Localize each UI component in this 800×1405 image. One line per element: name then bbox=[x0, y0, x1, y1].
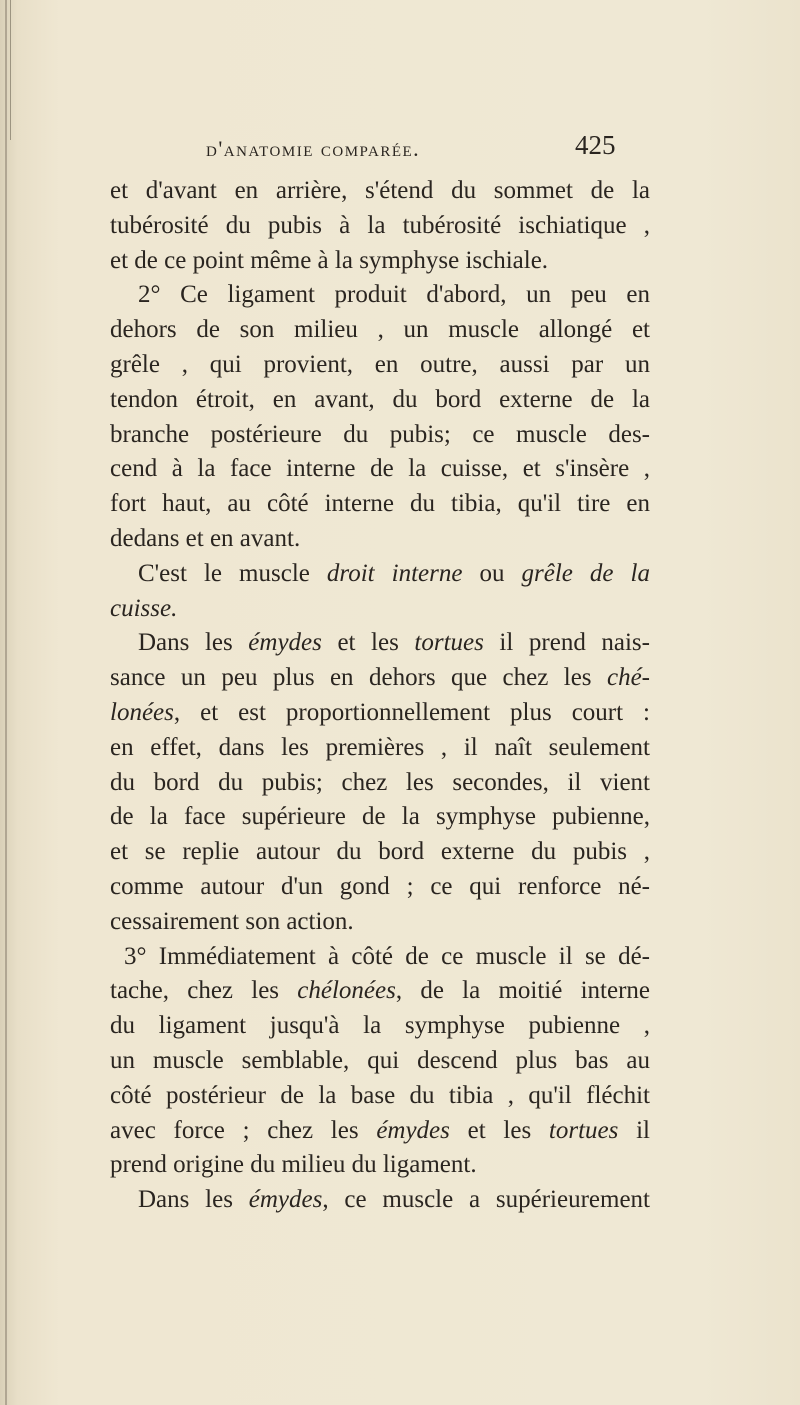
italic-run: lonées bbox=[110, 698, 174, 726]
text-run: il bbox=[618, 1116, 650, 1144]
text-run: Dans les bbox=[138, 1186, 249, 1214]
text-run: , ce muscle a supérieurement bbox=[322, 1186, 651, 1214]
text-line: 3° Immédiatement à côté de ce muscle il se dé- bbox=[124, 942, 650, 970]
text-line: du ligament jusqu'à la symphyse pubienne , bbox=[110, 1012, 650, 1040]
text-run: il prend nais- bbox=[483, 629, 650, 657]
text-line: et de ce point même à la symphyse ischiale. bbox=[110, 246, 549, 274]
text-line: prend origine du milieu du ligament. bbox=[110, 1151, 477, 1179]
text-run: tache, chez les bbox=[110, 977, 298, 1005]
text-line bbox=[110, 974, 650, 1009]
italic-run: tortues bbox=[548, 1116, 619, 1144]
page-gutter-edge-inner bbox=[10, 0, 11, 140]
text-run: ou bbox=[462, 559, 522, 587]
running-title: d'anatomie comparée. bbox=[206, 136, 421, 161]
text-line bbox=[110, 1114, 650, 1149]
text-run: C'est le muscle bbox=[138, 559, 327, 587]
italic-run: cuisse. bbox=[110, 594, 178, 622]
text-line: grêle , qui provient, en outre, aussi par un bbox=[110, 350, 650, 378]
text-line: comme autour d'un gond ; ce qui renforce né- bbox=[110, 872, 650, 900]
text-line: un muscle semblable, qui descend plus bas au bbox=[110, 1046, 650, 1074]
text-line: cend à la face interne de la cuisse, et s'insère , bbox=[110, 455, 650, 483]
text-line bbox=[110, 1183, 650, 1218]
text-run: avec force ; chez les bbox=[110, 1116, 377, 1144]
text-line bbox=[110, 592, 650, 627]
text-line bbox=[110, 626, 650, 661]
text-line: tendon étroit, en avant, du bord externe de la bbox=[110, 385, 650, 413]
text-run: Dans les bbox=[138, 629, 249, 657]
text-line: 2° Ce ligament produit d'abord, un peu en bbox=[138, 281, 650, 309]
italic-run: grêle de la bbox=[521, 559, 650, 587]
italic-run: émydes bbox=[376, 1116, 450, 1144]
text-line: et d'avant en arrière, s'étend du sommet de la bbox=[110, 177, 650, 204]
text-line: branche postérieure du pubis; ce muscle des- bbox=[110, 420, 650, 448]
italic-run: tortues bbox=[414, 629, 484, 657]
text-run: et les bbox=[321, 629, 415, 657]
italic-run: ché- bbox=[606, 664, 650, 692]
text-line: dehors de son milieu , un muscle allongé et bbox=[110, 316, 650, 344]
text-line: en effet, dans les premières , il naît seulement bbox=[110, 733, 650, 761]
text-line: et se replie autour du bord externe du pubis , bbox=[110, 838, 650, 866]
text-run: , de la moitié interne bbox=[395, 977, 650, 1005]
text-line: de la face supérieure de la symphyse pubienne, bbox=[110, 803, 650, 831]
text-line bbox=[110, 696, 650, 731]
page-number: 425 bbox=[575, 130, 616, 160]
text-line: fort haut, au côté interne du tibia, qu'il tire en bbox=[110, 490, 650, 518]
text-line: cessairement son action. bbox=[110, 907, 354, 935]
text-line bbox=[110, 557, 650, 592]
text-line: tubérosité du pubis à la tubérosité ischiatique , bbox=[110, 211, 650, 239]
text-line: dedans et en avant. bbox=[110, 524, 301, 552]
italic-run: émydes bbox=[248, 1186, 323, 1214]
text-line: du bord du pubis; chez les secondes, il vient bbox=[110, 768, 650, 796]
text-run: , et est proportionnellement plus court : bbox=[173, 698, 650, 726]
text-line: côté postérieur de la base du tibia , qu'il fléchit bbox=[110, 1081, 650, 1109]
italic-run: émydes bbox=[248, 629, 322, 657]
italic-run: chélonées bbox=[297, 977, 396, 1005]
page-gutter-edge bbox=[5, 0, 7, 1405]
body-text bbox=[110, 174, 650, 1218]
text-run: et les bbox=[449, 1116, 549, 1144]
italic-run: droit interne bbox=[326, 559, 463, 587]
text-line bbox=[110, 661, 650, 696]
text-run: sance un peu plus en dehors que chez les bbox=[110, 664, 607, 692]
